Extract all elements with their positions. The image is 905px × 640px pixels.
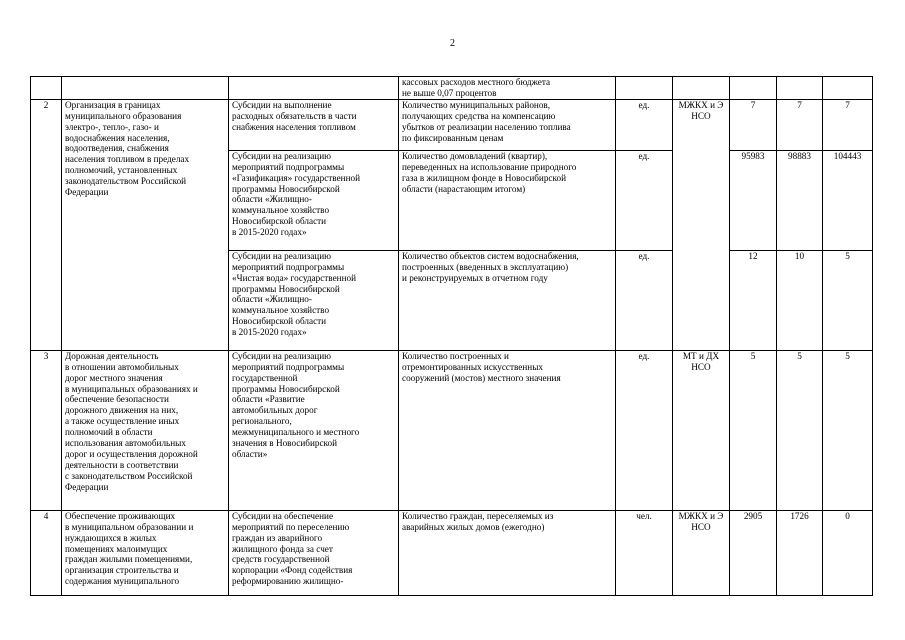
- cell-indicator: Количество домовладений (квартир), переведенных на использование природного газа в жилищном фонде в Новосибирской области (нарастающим итогом): [399, 150, 616, 250]
- cell-responsible: МЖКХ и Э НСО: [673, 510, 730, 595]
- cell-authority: Организация в границах муниципального образования электро-, тепло-, газо- и водоснабжения населения, водоотведения, снабжения населения топливом в пределах полномочий, установленных законодательством Российской Федерации: [62, 99, 229, 350]
- cell-indicator: Количество муниципальных районов, получающих средства на компенсацию убытков от реализации населению топлива по фиксированным ценам: [399, 99, 616, 150]
- table-row-continuation: [31, 77, 873, 100]
- cell-subsidy: Субсидии на реализацию мероприятий подпрограммы «Чистая вода» государственной программы Новосибирской области «Жилищно- коммунальное хозяйство Новосибирской области в 2015-2020 годах»: [229, 250, 399, 350]
- cell-num: 3: [31, 350, 62, 510]
- cell-value-1: 95983: [730, 150, 777, 250]
- cell-value-2: 5: [777, 350, 823, 510]
- cell-value-2: 1726: [777, 510, 823, 595]
- cell-subsidy: Субсидии на реализацию мероприятий подпрограммы «Газификация» государственной программы Новосибирской области «Жилищно- коммунальное хозяйство Новосибирской области в 2015-2020 годах»: [229, 150, 399, 250]
- cell-indicator: Количество граждан, переселяемых из аварийных жилых домов (ежегодно): [399, 510, 616, 595]
- cell-unit: ед.: [616, 99, 673, 150]
- cell-authority: Обеспечение проживающих в муниципальном образовании и нуждающихся в жилых помещениях малоимущих граждан жилыми помещениями, организация строительства и содержания муниципального: [62, 510, 229, 595]
- table-row-4: [31, 510, 873, 595]
- cell-authority: [62, 77, 229, 100]
- cell-value-3: 5: [823, 250, 873, 350]
- cell-indicator: кассовых расходов местного бюджета не выше 0,07 процентов: [399, 77, 616, 100]
- table-row-2-a: [31, 99, 873, 150]
- cell-value-2: [777, 77, 823, 100]
- cell-responsible: МЖКХ и Э НСО: [673, 99, 730, 150]
- cell-subsidy: Субсидии на обеспечение мероприятий по переселению граждан из аварийного жилищного фонда за счет средств государственной корпорации «Фонд содействия реформированию жилищно-: [229, 510, 399, 595]
- cell-num: 2: [31, 99, 62, 350]
- cell-unit: ед.: [616, 350, 673, 510]
- cell-responsible: МТ и ДХ НСО: [673, 350, 730, 510]
- cell-unit: чел.: [616, 510, 673, 595]
- page-number: 2: [450, 38, 455, 49]
- cell-responsible: [673, 250, 730, 350]
- cell-value-3: 0: [823, 510, 873, 595]
- cell-subsidy: Субсидии на реализацию мероприятий подпрограммы государственной программы Новосибирской области «Развитие автомобильных дорог регионального, межмуниципального и местного значения в Новосибирской области»: [229, 350, 399, 510]
- cell-unit: [616, 77, 673, 100]
- indicators-table: [30, 76, 873, 596]
- cell-unit: ед.: [616, 150, 673, 250]
- cell-value-1: [730, 77, 777, 100]
- cell-value-1: 7: [730, 99, 777, 150]
- cell-value-3: [823, 77, 873, 100]
- cell-num: [31, 77, 62, 100]
- cell-indicator: Количество объектов систем водоснабжения, построенных (введенных в эксплуатацию) и реконструируемых в отчетном году: [399, 250, 616, 350]
- cell-value-1: 5: [730, 350, 777, 510]
- table-row-3: [31, 350, 873, 510]
- cell-indicator: Количество построенных и отремонтированных искусственных сооружений (мостов) местного значения: [399, 350, 616, 510]
- cell-value-3: 5: [823, 350, 873, 510]
- cell-value-3: 104443: [823, 150, 873, 250]
- cell-value-2: 10: [777, 250, 823, 350]
- cell-unit: ед.: [616, 250, 673, 350]
- cell-value-2: 7: [777, 99, 823, 150]
- cell-value-1: 12: [730, 250, 777, 350]
- cell-value-3: 7: [823, 99, 873, 150]
- cell-authority: Дорожная деятельность в отношении автомобильных дорог местного значения в муниципальных образованиях и обеспечение безопасности дорожного движения на них, а также осуществление иных полномочий в области использования автомобильных дорог и осуществления дорожной деятельности в соответствии с законодательством Российской Федерации: [62, 350, 229, 510]
- cell-subsidy: [229, 77, 399, 100]
- cell-num: 4: [31, 510, 62, 595]
- cell-responsible: [673, 150, 730, 250]
- cell-value-1: 2905: [730, 510, 777, 595]
- cell-value-2: 98883: [777, 150, 823, 250]
- cell-responsible: [673, 77, 730, 100]
- cell-subsidy: Субсидии на выполнение расходных обязательств в части снабжения населения топливом: [229, 99, 399, 150]
